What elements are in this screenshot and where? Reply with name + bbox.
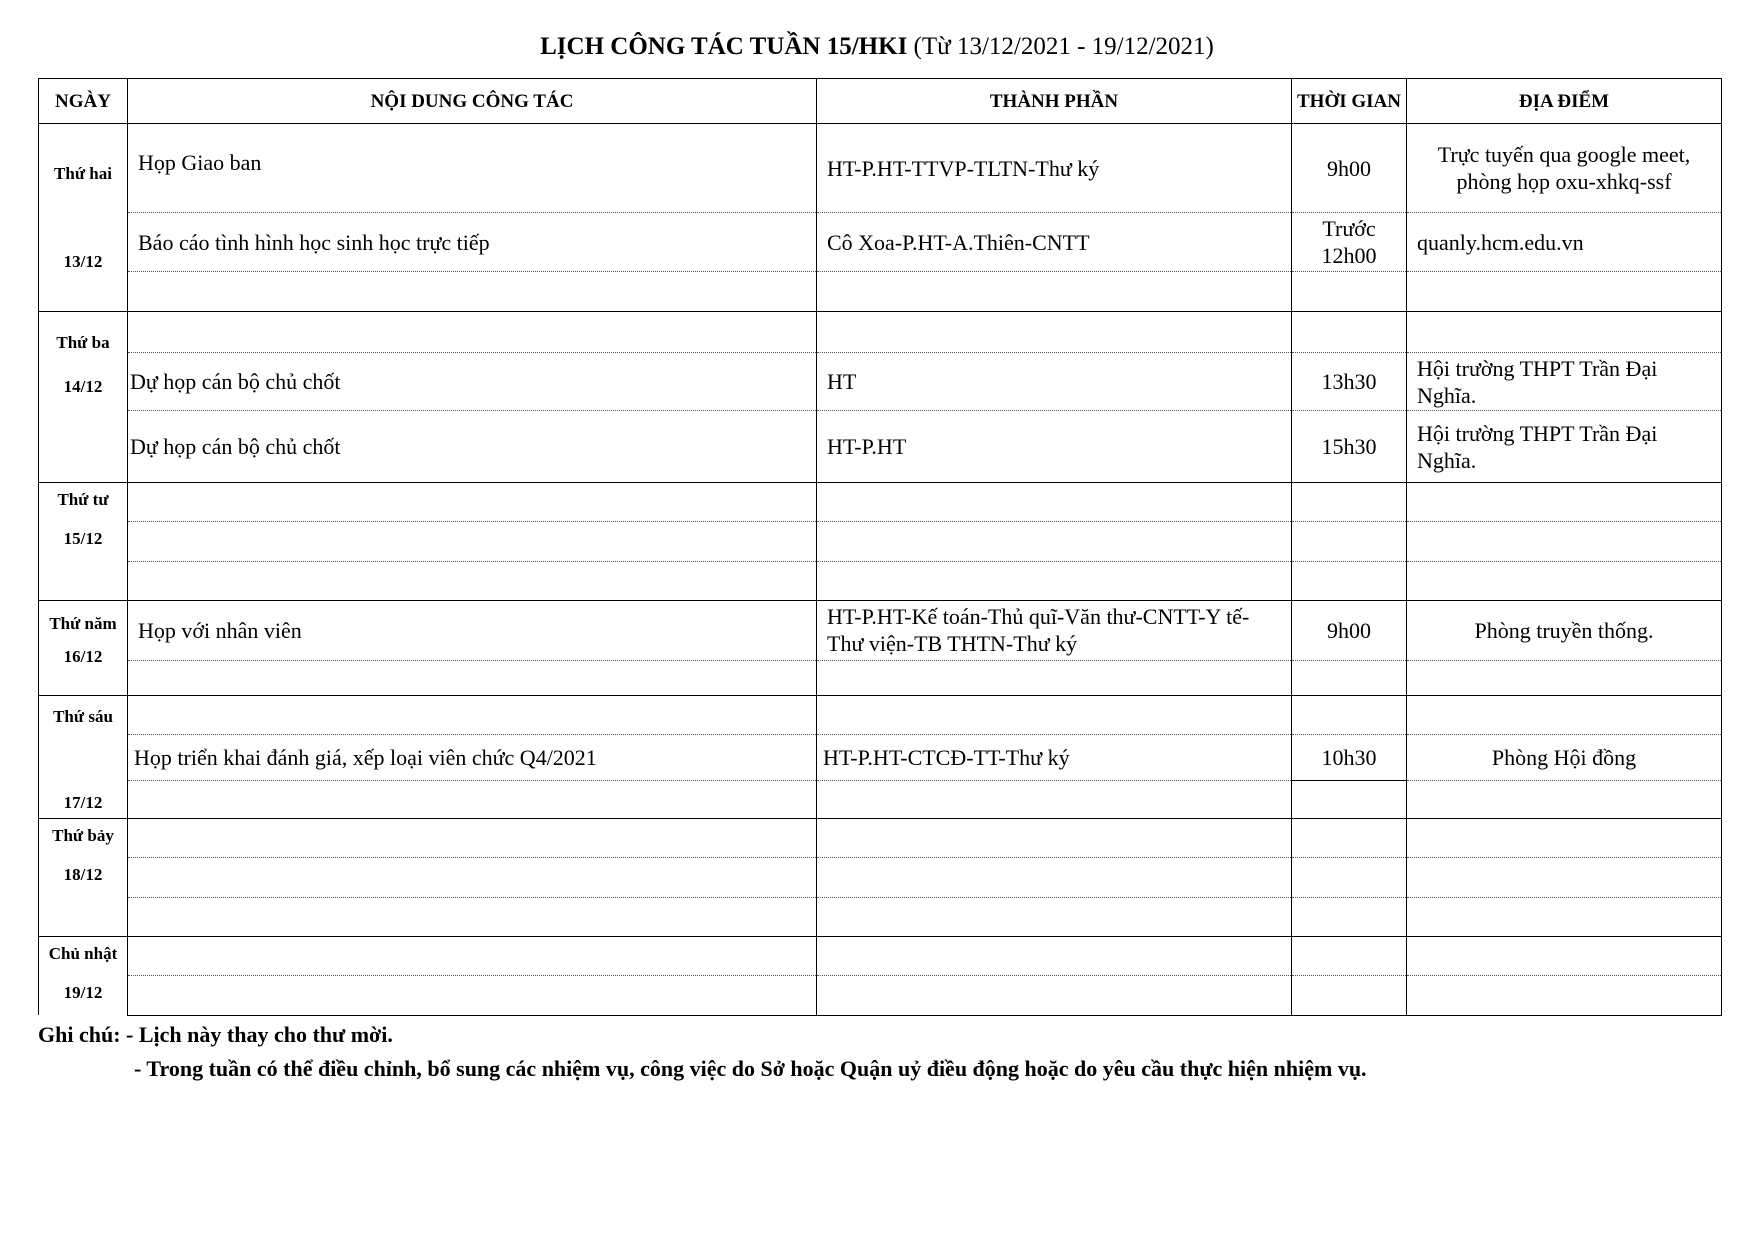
place-cell — [1407, 483, 1722, 522]
note-text-2: - Trong tuần có thể điều chỉnh, bổ sung các nhiệm vụ, công việc do Sở hoặc Quận uỷ điều động hoặc do yêu cầu thực hiện nhiệm vụ. — [134, 1056, 1367, 1081]
day-name: Chủ nhật — [48, 944, 118, 963]
content-cell — [128, 483, 817, 522]
day-cell — [39, 696, 128, 819]
members-cell — [817, 858, 1292, 897]
header-place: ĐỊA ĐIỂM — [1407, 79, 1722, 124]
header-members: THÀNH PHẦN — [817, 79, 1292, 124]
content-cell: Dự họp cán bộ chủ chốt — [128, 411, 817, 483]
content-cell — [128, 272, 817, 312]
content-cell: Họp triển khai đánh giá, xếp loại viên chức Q4/2021 — [128, 735, 817, 780]
members-cell — [817, 522, 1292, 561]
content-cell — [128, 897, 817, 936]
time-cell — [1292, 312, 1407, 353]
table-row — [39, 312, 1722, 353]
header-row — [39, 79, 1722, 124]
table-row — [39, 561, 1722, 600]
content-cell — [128, 522, 817, 561]
content-cell — [128, 561, 817, 600]
day-date: 18/12 — [63, 865, 103, 884]
table-row — [39, 696, 1722, 735]
table-row — [39, 735, 1722, 780]
time-cell — [1292, 561, 1407, 600]
content-cell — [128, 780, 817, 818]
time-cell: 10h30 — [1292, 735, 1407, 780]
header-time: THỜI GIAN — [1292, 79, 1407, 124]
place-cell — [1407, 897, 1722, 936]
day-name: Thứ tư — [57, 490, 109, 509]
header-content: NỘI DUNG CÔNG TÁC — [128, 79, 817, 124]
content-cell — [128, 312, 817, 353]
note-text-1: - Lịch này thay cho thư mời. — [120, 1022, 393, 1047]
members-cell — [817, 561, 1292, 600]
place-cell — [1407, 937, 1722, 976]
content-cell — [128, 660, 817, 695]
content-cell — [128, 819, 817, 858]
members-cell: HT — [817, 353, 1292, 411]
table-row — [39, 819, 1722, 858]
members-cell — [817, 976, 1292, 1015]
day-date: 16/12 — [63, 647, 103, 666]
day-name: Thứ ba — [56, 333, 110, 352]
day-cell — [39, 312, 128, 483]
day-name: Thứ hai — [54, 163, 112, 183]
day-cell — [39, 124, 128, 312]
content-cell — [128, 937, 817, 976]
table-row — [39, 411, 1722, 483]
day-date: 14/12 — [63, 377, 103, 396]
title-main: LỊCH CÔNG TÁC TUẦN 15/HKI — [540, 33, 908, 60]
content-cell — [128, 858, 817, 897]
members-cell — [817, 696, 1292, 735]
table-row — [39, 522, 1722, 561]
place-cell: Phòng truyền thống. — [1407, 601, 1722, 661]
place-cell: quanly.hcm.edu.vn — [1407, 213, 1722, 272]
day-cell — [39, 483, 128, 601]
time-cell — [1292, 858, 1407, 897]
place-cell — [1407, 976, 1722, 1015]
page-title — [0, 30, 1754, 64]
members-cell: Cô Xoa-P.HT-A.Thiên-CNTT — [817, 213, 1292, 272]
time-cell — [1292, 780, 1407, 818]
place-cell: Trực tuyến qua google meet, phòng họp oxu-xhkq-ssf — [1407, 124, 1722, 213]
day-name: Thứ bảy — [52, 826, 114, 845]
content-cell: Dự họp cán bộ chủ chốt — [128, 353, 817, 411]
time-cell — [1292, 976, 1407, 1015]
members-cell — [817, 937, 1292, 976]
notes-section — [38, 1018, 1367, 1086]
table-row — [39, 213, 1722, 272]
place-cell — [1407, 780, 1722, 818]
title-date-range: (Từ 13/12/2021 - 19/12/2021) — [913, 33, 1214, 60]
day-name: Thứ năm — [49, 614, 117, 633]
place-cell — [1407, 561, 1722, 600]
members-cell — [817, 819, 1292, 858]
place-cell — [1407, 272, 1722, 312]
content-cell — [128, 976, 817, 1015]
place-cell — [1407, 858, 1722, 897]
members-cell: HT-P.HT-Kế toán-Thủ quĩ-Văn thư-CNTT-Y tế-Thư viện-TB THTN-Thư ký — [817, 601, 1292, 661]
content-cell — [128, 696, 817, 735]
time-cell — [1292, 272, 1407, 312]
time-cell — [1292, 483, 1407, 522]
place-cell — [1407, 819, 1722, 858]
members-cell — [817, 897, 1292, 936]
place-cell: Hội trường THPT Trần Đại Nghĩa. — [1407, 411, 1722, 483]
day-cell — [39, 937, 128, 1016]
table-row — [39, 780, 1722, 818]
header-day: NGÀY — [39, 79, 128, 124]
table-row — [39, 601, 1722, 661]
table-row — [39, 660, 1722, 695]
day-date: 13/12 — [63, 251, 103, 271]
time-cell: 9h00 — [1292, 124, 1407, 213]
note-line-2 — [38, 1052, 1367, 1086]
table-row — [39, 272, 1722, 312]
day-name: Thứ sáu — [53, 707, 113, 726]
time-cell — [1292, 819, 1407, 858]
time-cell — [1292, 660, 1407, 695]
notes-label: Ghi chú: — [38, 1022, 121, 1047]
time-cell: 9h00 — [1292, 601, 1407, 661]
note-line-1 — [38, 1018, 1367, 1052]
time-cell — [1292, 897, 1407, 936]
place-cell — [1407, 312, 1722, 353]
members-cell: HT-P.HT — [817, 411, 1292, 483]
content-cell: Họp với nhân viên — [128, 601, 817, 661]
day-cell — [39, 601, 128, 696]
time-cell: 15h30 — [1292, 411, 1407, 483]
table-row — [39, 858, 1722, 897]
time-cell: Trước 12h00 — [1292, 213, 1407, 272]
table-row — [39, 897, 1722, 936]
members-cell — [817, 312, 1292, 353]
place-cell — [1407, 660, 1722, 695]
day-cell — [39, 819, 128, 937]
table-row — [39, 483, 1722, 522]
members-cell: HT-P.HT-TTVP-TLTN-Thư ký — [817, 124, 1292, 213]
members-cell — [817, 780, 1292, 818]
content-cell: Báo cáo tình hình học sinh học trực tiếp — [128, 213, 817, 272]
members-cell — [817, 660, 1292, 695]
members-cell — [817, 483, 1292, 522]
place-cell — [1407, 522, 1722, 561]
day-date: 19/12 — [63, 983, 103, 1002]
time-cell — [1292, 522, 1407, 561]
table-row — [39, 976, 1722, 1015]
content-cell: Họp Giao ban — [128, 124, 817, 213]
time-cell — [1292, 937, 1407, 976]
day-date: 15/12 — [63, 529, 103, 548]
place-cell — [1407, 696, 1722, 735]
table-row — [39, 937, 1722, 976]
place-cell: Hội trường THPT Trần Đại Nghĩa. — [1407, 353, 1722, 411]
time-cell — [1292, 696, 1407, 735]
day-date: 17/12 — [63, 793, 103, 812]
members-cell — [817, 272, 1292, 312]
table-row — [39, 124, 1722, 213]
members-cell: HT-P.HT-CTCĐ-TT-Thư ký — [817, 735, 1292, 780]
schedule-table — [38, 78, 1722, 1016]
table-row — [39, 353, 1722, 411]
place-cell: Phòng Hội đồng — [1407, 735, 1722, 780]
time-cell: 13h30 — [1292, 353, 1407, 411]
